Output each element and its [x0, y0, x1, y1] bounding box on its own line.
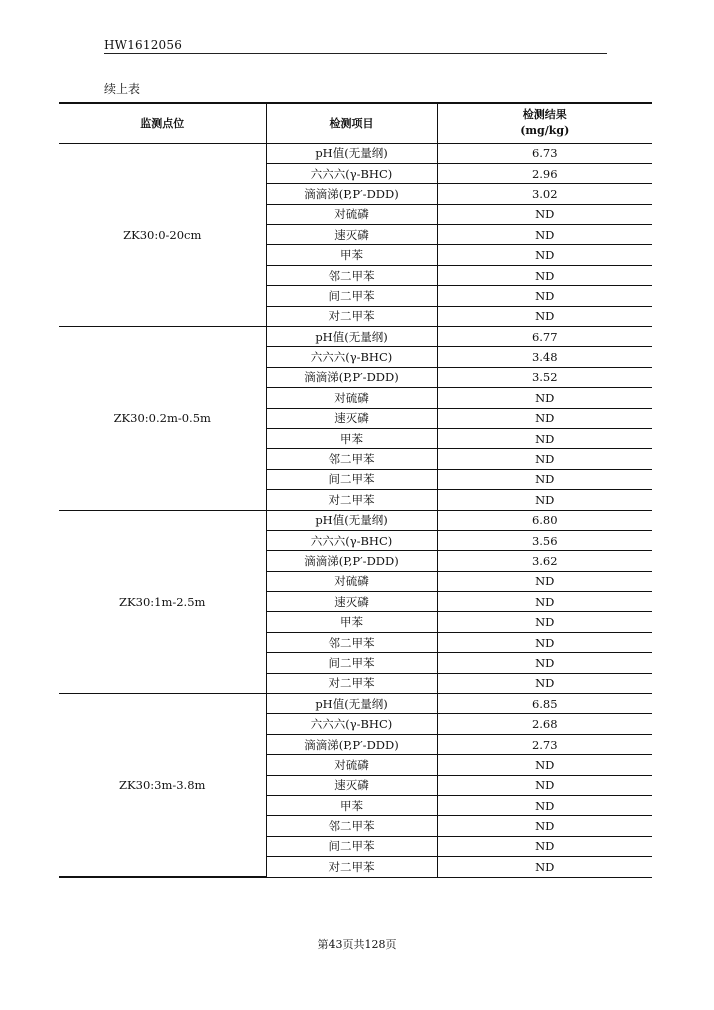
- item-cell: 速灭磷: [266, 775, 437, 795]
- value-cell: ND: [437, 428, 652, 448]
- value-cell: 6.80: [437, 510, 652, 530]
- value-cell: 6.85: [437, 694, 652, 714]
- table-row: [59, 327, 652, 347]
- value-cell: 3.02: [437, 184, 652, 204]
- header-result-line1: 检测结果: [522, 108, 567, 122]
- value-cell: ND: [437, 469, 652, 489]
- value-cell: ND: [437, 836, 652, 856]
- item-cell: 滴滴涕(P,P′-DDD): [266, 734, 437, 754]
- value-cell: 3.56: [437, 530, 652, 550]
- header-result-unit: (mg/kg): [520, 124, 570, 138]
- item-cell: 对硫磷: [266, 388, 437, 408]
- item-cell: 六六六(γ-BHC): [266, 163, 437, 183]
- site-group: [59, 327, 652, 511]
- item-cell: 六六六(γ-BHC): [266, 347, 437, 367]
- value-cell: ND: [437, 204, 652, 224]
- header-item: 检测项目: [266, 103, 437, 143]
- value-cell: ND: [437, 408, 652, 428]
- value-cell: ND: [437, 632, 652, 652]
- site-group: [59, 694, 652, 878]
- value-cell: ND: [437, 286, 652, 306]
- item-cell: 速灭磷: [266, 592, 437, 612]
- item-cell: 速灭磷: [266, 408, 437, 428]
- item-cell: 对硫磷: [266, 204, 437, 224]
- site-cell: ZK30:0-20cm: [59, 143, 266, 327]
- table-row: [59, 510, 652, 530]
- site-cell: ZK30:1m-2.5m: [59, 510, 266, 694]
- value-cell: 3.52: [437, 367, 652, 387]
- table-caption: 续上表: [104, 82, 141, 96]
- item-cell: pH值(无量纲): [266, 143, 437, 163]
- value-cell: ND: [437, 775, 652, 795]
- value-cell: ND: [437, 449, 652, 469]
- value-cell: ND: [437, 796, 652, 816]
- value-cell: 3.62: [437, 551, 652, 571]
- item-cell: 对二甲苯: [266, 306, 437, 326]
- site-group: [59, 143, 652, 327]
- item-cell: 六六六(γ-BHC): [266, 530, 437, 550]
- value-cell: ND: [437, 571, 652, 591]
- page-number: 第43页共128页: [317, 938, 397, 951]
- value-cell: 3.48: [437, 347, 652, 367]
- item-cell: 间二甲苯: [266, 286, 437, 306]
- value-cell: ND: [437, 857, 652, 877]
- header-row: [59, 103, 652, 143]
- item-cell: 速灭磷: [266, 225, 437, 245]
- item-cell: 甲苯: [266, 245, 437, 265]
- value-cell: ND: [437, 653, 652, 673]
- item-cell: 邻二甲苯: [266, 632, 437, 652]
- item-cell: 间二甲苯: [266, 836, 437, 856]
- header-rule: [104, 53, 607, 54]
- item-cell: 对硫磷: [266, 571, 437, 591]
- item-cell: 邻二甲苯: [266, 816, 437, 836]
- item-cell: 滴滴涕(P,P′-DDD): [266, 184, 437, 204]
- value-cell: 2.73: [437, 734, 652, 754]
- value-cell: ND: [437, 490, 652, 510]
- item-cell: pH值(无量纲): [266, 694, 437, 714]
- item-cell: 对二甲苯: [266, 490, 437, 510]
- value-cell: ND: [437, 306, 652, 326]
- header-site: 监测点位: [59, 103, 266, 143]
- document-code: HW1612056: [104, 38, 183, 52]
- item-cell: 邻二甲苯: [266, 449, 437, 469]
- value-cell: 6.73: [437, 143, 652, 163]
- item-cell: 甲苯: [266, 612, 437, 632]
- item-cell: 对二甲苯: [266, 673, 437, 693]
- value-cell: ND: [437, 612, 652, 632]
- value-cell: ND: [437, 265, 652, 285]
- item-cell: 六六六(γ-BHC): [266, 714, 437, 734]
- value-cell: 2.68: [437, 714, 652, 734]
- value-cell: ND: [437, 225, 652, 245]
- value-cell: ND: [437, 592, 652, 612]
- results-table: [59, 102, 652, 878]
- item-cell: 滴滴涕(P,P′-DDD): [266, 367, 437, 387]
- item-cell: 滴滴涕(P,P′-DDD): [266, 551, 437, 571]
- site-group: [59, 510, 652, 694]
- value-cell: ND: [437, 755, 652, 775]
- item-cell: pH值(无量纲): [266, 327, 437, 347]
- value-cell: ND: [437, 245, 652, 265]
- item-cell: 对硫磷: [266, 755, 437, 775]
- item-cell: 对二甲苯: [266, 857, 437, 877]
- value-cell: ND: [437, 673, 652, 693]
- item-cell: pH值(无量纲): [266, 510, 437, 530]
- item-cell: 邻二甲苯: [266, 265, 437, 285]
- value-cell: 6.77: [437, 327, 652, 347]
- value-cell: ND: [437, 388, 652, 408]
- item-cell: 间二甲苯: [266, 469, 437, 489]
- item-cell: 甲苯: [266, 796, 437, 816]
- table-header: [59, 103, 652, 143]
- value-cell: ND: [437, 816, 652, 836]
- item-cell: 间二甲苯: [266, 653, 437, 673]
- site-cell: ZK30:0.2m-0.5m: [59, 327, 266, 511]
- item-cell: 甲苯: [266, 428, 437, 448]
- table-row: [59, 143, 652, 163]
- table-row: [59, 694, 652, 714]
- value-cell: 2.96: [437, 163, 652, 183]
- site-cell: ZK30:3m-3.8m: [59, 694, 266, 878]
- header-result: [437, 103, 652, 143]
